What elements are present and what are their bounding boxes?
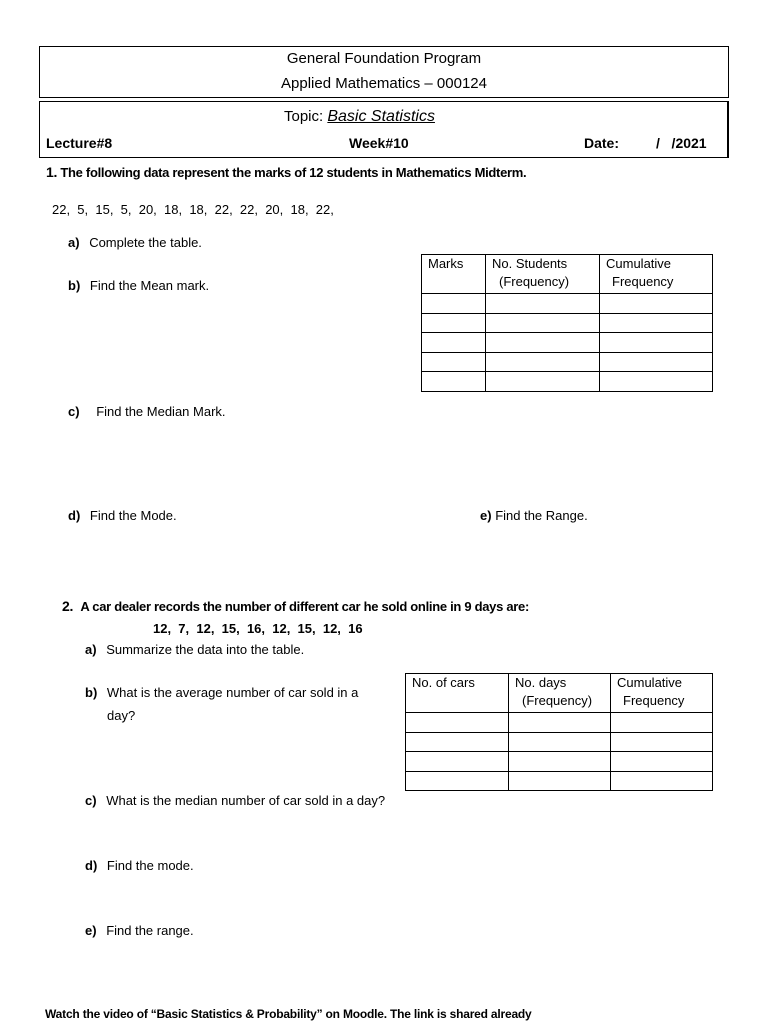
- q1-part-d-text: Find the Mode.: [89, 508, 177, 523]
- header-line: No. days: [515, 675, 567, 690]
- date-value: / /2021: [656, 135, 707, 151]
- table-cell[interactable]: [509, 713, 611, 733]
- table-header-cell: [406, 674, 509, 713]
- table-header-row: [406, 674, 713, 713]
- table-cell[interactable]: [611, 732, 713, 752]
- q1-part-b-label: b): [68, 278, 81, 293]
- q2-part-d-label: d): [85, 858, 98, 873]
- q1-statement: [46, 164, 526, 180]
- q1-part-c: [68, 404, 226, 419]
- course-title: Applied Mathematics – 000124: [281, 75, 487, 92]
- q2-part-b-label: b): [85, 685, 98, 700]
- table-cell[interactable]: [486, 333, 600, 353]
- q2-part-c-text: What is the median number of car sold in a day?: [106, 793, 386, 808]
- table-row: [422, 372, 713, 392]
- q1-part-e-text: Find the Range.: [495, 508, 588, 523]
- q2-part-e-text: Find the range.: [106, 923, 194, 938]
- table-cell[interactable]: [406, 771, 509, 791]
- header-line: Frequency: [612, 274, 674, 289]
- q1-part-a: [68, 235, 202, 250]
- q2-part-b: [85, 685, 358, 700]
- table-cell[interactable]: [406, 752, 509, 772]
- q2-part-d: [85, 858, 194, 873]
- q2-part-a-label: a): [85, 642, 97, 657]
- q1-part-d-label: d): [68, 508, 81, 523]
- q2-part-e-label: e): [85, 923, 97, 938]
- q1-number: 1.: [46, 164, 58, 180]
- table-row: [422, 352, 713, 372]
- header-line: Marks: [428, 256, 464, 271]
- topic-label: Topic:: [284, 108, 324, 125]
- q2-part-a-text: Summarize the data into the table.: [106, 642, 305, 657]
- table-header-row: [422, 255, 713, 294]
- table-cell[interactable]: [600, 313, 713, 333]
- table-row: [422, 294, 713, 314]
- table-cell[interactable]: [486, 294, 600, 314]
- table-header-cell: [600, 255, 713, 294]
- table-cell[interactable]: [509, 771, 611, 791]
- header-program-box: [39, 46, 729, 98]
- header-line: Cumulative: [606, 256, 672, 271]
- q2-part-b-text-2: day?: [107, 708, 136, 723]
- q1-part-d: [68, 508, 177, 523]
- table-cell[interactable]: [422, 313, 486, 333]
- table-row: [422, 333, 713, 353]
- table-header-cell: [486, 255, 600, 294]
- table-cell[interactable]: [600, 372, 713, 392]
- q2-part-e: [85, 923, 194, 938]
- q2-part-c: [85, 793, 385, 808]
- q1-part-a-label: a): [68, 235, 80, 250]
- q2-text: A car dealer records the number of different car he sold online in 9 days are:: [80, 599, 529, 614]
- table-cell[interactable]: [611, 752, 713, 772]
- header-line: (Frequency): [499, 274, 570, 289]
- q1-part-c-label: c): [68, 404, 80, 419]
- lecture-number: Lecture#8: [46, 135, 113, 151]
- q1-part-e: [480, 508, 588, 523]
- topic-line: [284, 108, 435, 126]
- table-row: [406, 752, 713, 772]
- table-cell[interactable]: [509, 732, 611, 752]
- q1-frequency-table: [421, 254, 713, 392]
- table-cell[interactable]: [600, 294, 713, 314]
- table-cell[interactable]: [486, 352, 600, 372]
- topic-value: Basic Statistics: [327, 108, 435, 125]
- q2-frequency-table: [405, 673, 713, 791]
- q1-part-b: [68, 278, 209, 293]
- table-cell[interactable]: [600, 352, 713, 372]
- table-cell[interactable]: [486, 313, 600, 333]
- table-cell[interactable]: [486, 372, 600, 392]
- table-cell[interactable]: [406, 732, 509, 752]
- q2-part-d-text: Find the mode.: [106, 858, 194, 873]
- q2-data: 12, 7, 12, 15, 16, 12, 15, 12, 16: [153, 621, 363, 636]
- table-row: [406, 732, 713, 752]
- header-line: Cumulative: [617, 675, 683, 690]
- table-cell[interactable]: [611, 771, 713, 791]
- week-number: Week#10: [349, 135, 409, 151]
- table-cell[interactable]: [600, 333, 713, 353]
- table-header-cell: [422, 255, 486, 294]
- q1-part-c-text: Find the Median Mark.: [96, 404, 226, 419]
- date-label: Date:: [584, 135, 620, 151]
- table-header-cell: [509, 674, 611, 713]
- footer-note: Watch the video of “Basic Statistics & Probability” on Moodle. The link is shared already: [45, 1007, 532, 1021]
- table-cell[interactable]: [422, 294, 486, 314]
- header-topic-box: [39, 101, 729, 158]
- header-line: (Frequency): [522, 693, 593, 708]
- q1-data: 22, 5, 15, 5, 20, 18, 18, 22, 22, 20, 18, 22,: [52, 202, 334, 217]
- header-line: Frequency: [623, 693, 685, 708]
- q1-text: The following data represent the marks of 12 students in Mathematics Midterm.: [60, 165, 527, 180]
- q2-part-b-text-1: What is the average number of car sold in a: [106, 685, 359, 700]
- header-line: No. Students: [492, 256, 568, 271]
- q2-part-c-label: c): [85, 793, 97, 808]
- program-title: General Foundation Program: [286, 50, 482, 67]
- q2-part-a: [85, 642, 304, 657]
- table-row: [406, 771, 713, 791]
- table-cell[interactable]: [422, 333, 486, 353]
- table-cell[interactable]: [406, 713, 509, 733]
- q1-part-b-text: Find the Mean mark.: [89, 278, 210, 293]
- table-row: [422, 313, 713, 333]
- table-cell[interactable]: [509, 752, 611, 772]
- table-row: [406, 713, 713, 733]
- q1-part-e-label: e): [480, 508, 492, 523]
- header-line: No. of cars: [412, 675, 475, 690]
- q2-statement: [62, 598, 529, 614]
- table-header-cell: [611, 674, 713, 713]
- q1-part-a-text: Complete the table.: [89, 235, 202, 250]
- table-cell[interactable]: [422, 352, 486, 372]
- table-cell[interactable]: [422, 372, 486, 392]
- table-cell[interactable]: [611, 713, 713, 733]
- q2-number: 2.: [62, 598, 74, 614]
